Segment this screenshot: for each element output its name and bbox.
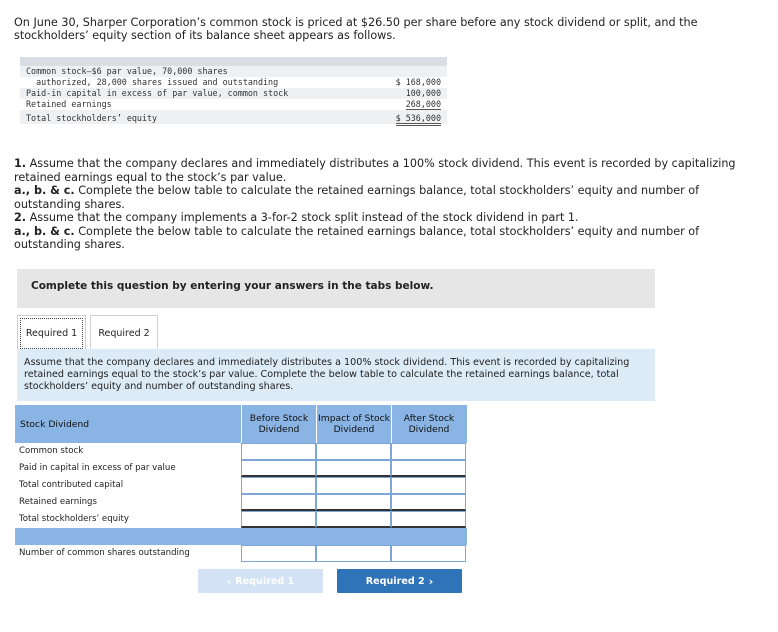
q2-sub-text: Complete the below table to calculate the retained earnings balance, total stockholders’ equity and number of outstanding shares. xyxy=(14,224,700,251)
row-label: Common stock xyxy=(19,446,84,456)
q2-number: 2. xyxy=(14,211,27,224)
table-caption: Stock Dividend xyxy=(20,419,90,430)
intro-text: On June 30, Sharper Corporation’s common stock is priced at $26.50 per share before any stock dividend or split, and the stockholders’ equity section of its balance sheet appears as follows. xyxy=(14,16,698,42)
equity-row xyxy=(20,88,447,99)
equity-section xyxy=(20,57,447,130)
column-header: After Stock Dividend xyxy=(391,405,466,443)
q1-text: Assume that the company declares and immediately distributes a 100% stock dividend. This event is recorded by capitalizing retained earnings equal to the stock’s par value. xyxy=(14,157,736,184)
answer-cell[interactable] xyxy=(391,477,466,494)
equity-label: Common stock—$6 par value, 70,000 shares xyxy=(20,66,373,77)
answer-cell[interactable] xyxy=(391,494,466,511)
answer-cell[interactable] xyxy=(241,494,316,511)
q1-sub-number: a., b. & c. xyxy=(14,184,75,197)
table-row xyxy=(15,494,467,511)
q2-sub-number: a., b. & c. xyxy=(14,224,75,238)
tab-instructions: Assume that the company declares and immediately distributes a 100% stock dividend. This event is recorded by capitalizing retained earnings equal to the stock’s par value. Complete the below table to calculate the retained earnings balance, total stockholders’ equity and number of outstanding shares. xyxy=(17,349,655,401)
banner-text: Complete this question by entering your answers in the tabs below. xyxy=(31,280,434,292)
row-label: Paid in capital in excess of par value xyxy=(19,463,176,473)
next-button-label: Required 2 xyxy=(365,575,425,587)
tab-label: Required 2 xyxy=(98,327,150,339)
equity-row xyxy=(20,66,447,77)
answer-cell[interactable] xyxy=(316,443,391,460)
next-tab-button[interactable] xyxy=(337,569,462,593)
table-row xyxy=(15,443,467,460)
chevron-left-icon: ‹ xyxy=(226,574,232,588)
tab-label: Required 1 xyxy=(20,318,83,349)
equity-total-value: $ 536,000 xyxy=(396,113,441,126)
answer-cell[interactable] xyxy=(316,460,391,477)
equity-table xyxy=(20,66,447,124)
prev-button-label: Required 1 xyxy=(235,575,295,587)
equity-value: 268,000 xyxy=(405,99,441,109)
equity-label: Paid-in capital in excess of par value, common stock xyxy=(20,88,373,99)
answer-cell[interactable] xyxy=(241,477,316,494)
equity-row xyxy=(20,110,447,124)
equity-row xyxy=(20,77,447,88)
equity-value: 100,000 xyxy=(373,88,447,99)
prev-tab-button[interactable] xyxy=(198,569,323,593)
row-label: Total stockholders’ equity xyxy=(19,514,129,524)
equity-value: $ 168,000 xyxy=(395,77,441,87)
table-header xyxy=(15,405,467,443)
answer-input[interactable] xyxy=(317,549,390,564)
chevron-right-icon: › xyxy=(428,574,434,588)
q1-number: 1. xyxy=(14,157,27,170)
answer-input[interactable] xyxy=(392,549,465,564)
table-row xyxy=(15,545,467,562)
tab-required-1[interactable] xyxy=(17,315,86,350)
table-spacer-band xyxy=(15,528,467,545)
instruction-banner xyxy=(17,269,655,308)
equity-header-bar xyxy=(20,57,447,66)
row-label: Retained earnings xyxy=(19,497,97,507)
answer-input[interactable] xyxy=(242,549,315,564)
answer-cell[interactable] xyxy=(241,545,316,562)
table-row xyxy=(15,460,467,477)
table-row xyxy=(15,477,467,494)
answer-cell[interactable] xyxy=(241,511,316,528)
row-label: Total contributed capital xyxy=(19,480,124,490)
question-text xyxy=(14,157,754,252)
answer-cell[interactable] xyxy=(391,511,466,528)
answer-cell[interactable] xyxy=(316,511,391,528)
answer-cell[interactable] xyxy=(391,460,466,477)
answer-cell[interactable] xyxy=(391,443,466,460)
q2-text: Assume that the company implements a 3-for-2 stock split instead of the stock dividend in part 1. xyxy=(26,211,579,224)
answer-cell[interactable] xyxy=(316,545,391,562)
answer-cell[interactable] xyxy=(241,443,316,460)
table-row xyxy=(15,511,467,528)
q1-sub-text: Complete the below table to calculate the retained earnings balance, total stockholders’ equity and number of outstanding shares. xyxy=(14,184,700,211)
answer-cell[interactable] xyxy=(316,477,391,494)
column-header: Before Stock Dividend xyxy=(241,405,316,443)
equity-label: Total stockholders’ equity xyxy=(20,110,373,124)
equity-value xyxy=(373,66,447,77)
equity-label: authorized, 28,000 shares issued and outstanding xyxy=(26,77,279,87)
answer-cell[interactable] xyxy=(391,545,466,562)
tab-required-2[interactable] xyxy=(90,315,158,350)
equity-label: Retained earnings xyxy=(26,99,112,109)
column-header: Impact of Stock Dividend xyxy=(316,405,391,443)
row-label: Number of common shares outstanding xyxy=(19,548,190,558)
equity-row xyxy=(20,99,447,110)
answer-cell[interactable] xyxy=(316,494,391,511)
answer-cell[interactable] xyxy=(241,460,316,477)
